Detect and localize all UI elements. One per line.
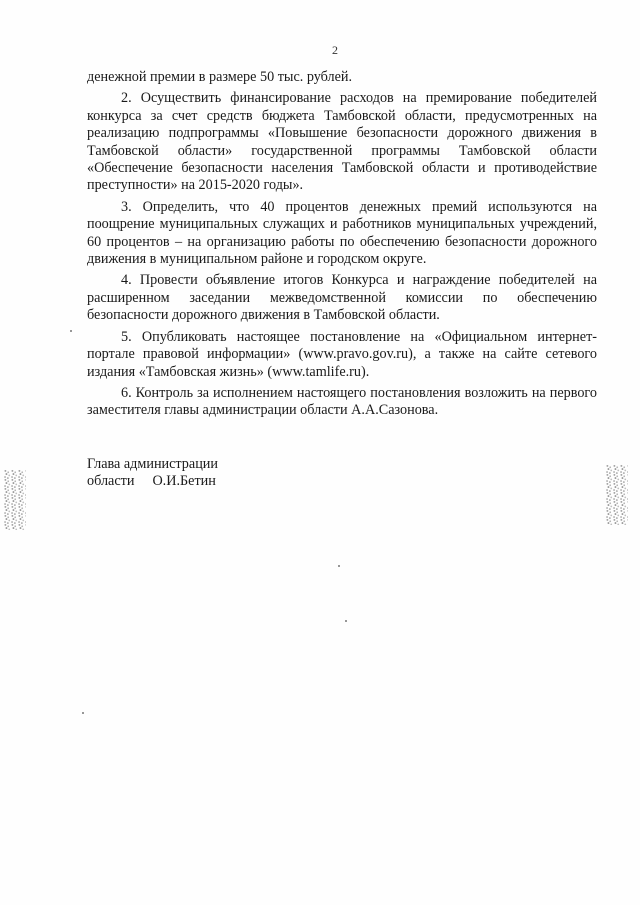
- paragraph-item-2: 2. Осуществить финансирование расходов на премирование победителей конкурса за счет средств бюджета Тамбовской области, предусмотренных на реализацию подпрограммы «Повышение безопасности дорожного движения в Тамбовской области» государственной программы Тамбовской области «Обеспечение безопасности населения Тамбовской области и противодействие преступности» на 2015-2020 годы».: [87, 90, 597, 194]
- paragraph-item-3: 3. Определить, что 40 процентов денежных премий используются на поощрение муниципальных служащих и работников муниципальных учреждений, 60 процентов – на организацию работы по обеспечению безопасности дорожного движения в муниципальном районе и городском округе.: [87, 198, 597, 268]
- paragraph-item-6: 6. Контроль за исполнением настоящего постановления возложить на первого заместителя главы администрации области А.А.Сазонова.: [87, 384, 597, 419]
- paragraph-continuation: денежной премии в размере 50 тыс. рублей.: [87, 69, 353, 85]
- paragraph-item-5: 5. Опубликовать настоящее постановление на «Официальном интернет-портале правовой информации» (www.pravo.gov.ru), а также на сайте сетевого издания «Тамбовская жизнь» (www.tamlife.ru).: [87, 328, 597, 380]
- document-body: [87, 69, 597, 424]
- scan-artifact-left: [4, 470, 26, 530]
- signature-block: [87, 456, 218, 489]
- scan-speck: [82, 712, 84, 714]
- scan-artifact-right: [606, 465, 628, 525]
- page-number: 2: [332, 43, 338, 57]
- signatory-title: Глава администрации: [87, 456, 218, 472]
- paragraph-item-4: 4. Провести объявление итогов Конкурса и награждение победителей на расширенном заседании межведомственной комиссии по обеспечению безопасности дорожного движения в Тамбовской области.: [87, 272, 597, 324]
- scan-speck: [345, 620, 347, 622]
- signatory-line: [87, 473, 218, 490]
- scan-speck: [70, 330, 72, 332]
- scan-speck: [338, 565, 340, 567]
- signatory-name: О.И.Бетин: [152, 472, 216, 489]
- signatory-region: области: [87, 472, 135, 489]
